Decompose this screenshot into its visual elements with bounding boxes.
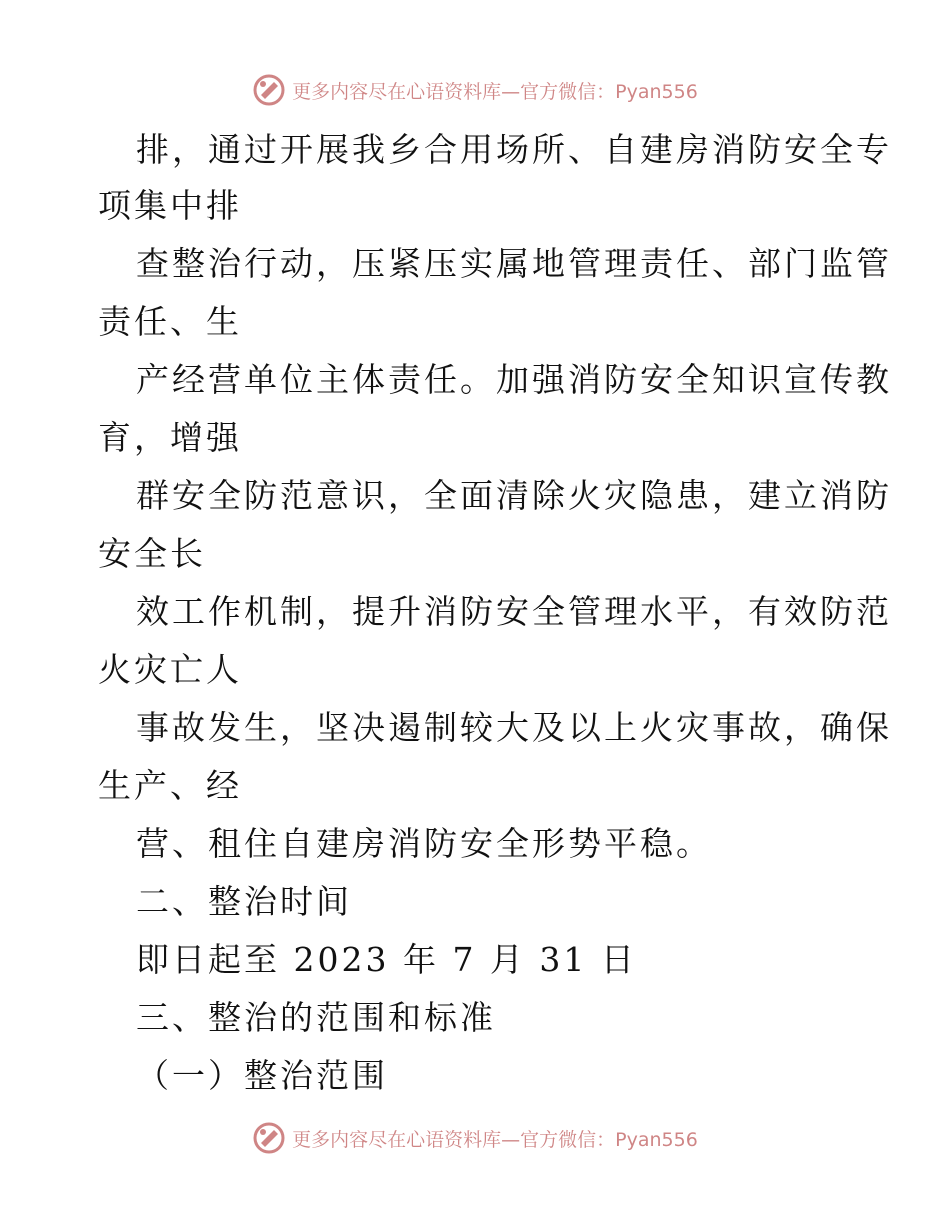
watermark-text: 更多内容尽在心语资料库—官方微信：Pyan556 (292, 80, 698, 103)
text-line-7: 群安全防范意识，全面清除火灾隐患，建立消防 (136, 476, 892, 515)
text-line-date: 即日起至 2023 年 7 月 31 日 (136, 940, 637, 979)
text-line-4: 责任、生 (98, 302, 242, 341)
text-line-8: 安全长 (98, 534, 206, 573)
seal-logo-icon (252, 1121, 286, 1155)
text-line-9: 效工作机制，提升消防安全管理水平，有效防范 (136, 592, 892, 631)
watermark-text: 更多内容尽在心语资料库—官方微信：Pyan556 (292, 1128, 698, 1151)
subsection-heading-scope: （一）整治范围 (136, 1056, 388, 1095)
text-line-13: 营、租住自建房消防安全形势平稳。 (136, 824, 712, 863)
text-line-11: 事故发生，坚决遏制较大及以上火灾事故，确保 (136, 708, 892, 747)
text-line-2: 项集中排 (98, 186, 242, 225)
text-line-5: 产经营单位主体责任。加强消防安全知识宣传教 (136, 360, 892, 399)
section-heading-time: 二、整治时间 (136, 882, 352, 921)
text-line-1: 排，通过开展我乡合用场所、自建房消防安全专 (136, 130, 892, 169)
text-line-10: 火灾亡人 (98, 650, 242, 689)
text-line-3: 查整治行动，压紧压实属地管理责任、部门监管 (136, 244, 892, 283)
seal-logo-icon (252, 73, 286, 107)
header-watermark (0, 70, 950, 110)
text-line-6: 育，增强 (98, 418, 242, 457)
text-line-12: 生产、经 (98, 766, 242, 805)
footer-watermark (0, 1118, 950, 1158)
section-heading-scope: 三、整治的范围和标准 (136, 998, 496, 1037)
